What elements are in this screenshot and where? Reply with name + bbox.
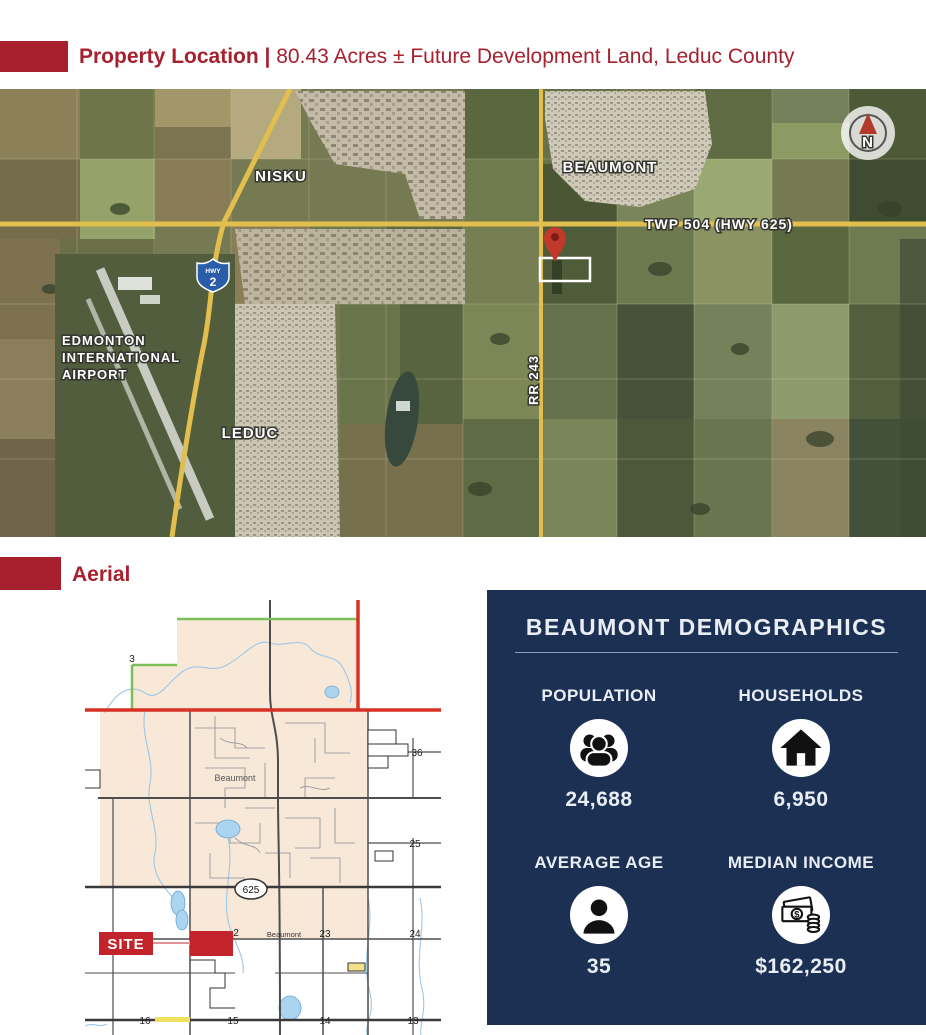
section-23: 23	[319, 929, 331, 940]
site-label: SITE	[107, 936, 145, 953]
money-icon	[772, 886, 830, 944]
hwy-shield-number: 2	[209, 275, 217, 289]
stat-average-age-label: AVERAGE AGE	[534, 853, 664, 872]
people-group-icon	[570, 719, 628, 777]
header-accent-bar	[0, 41, 68, 72]
hwy-shield-text: HWY	[205, 268, 221, 275]
person-icon	[570, 886, 628, 944]
demographics-title: BEAUMONT DEMOGRAPHICS	[525, 614, 888, 640]
location-satellite-map	[0, 89, 926, 537]
svg-text:$: $	[794, 909, 800, 920]
site-parcel	[190, 931, 233, 956]
plat-town-label: Beaumont	[214, 773, 256, 783]
yellow-road-strip	[155, 1017, 190, 1022]
label-rr-road: RR 243	[526, 354, 541, 406]
stat-median-income-label: MEDIAN INCOME	[727, 853, 875, 872]
label-leduc: LEDUC	[221, 425, 279, 442]
page-title-bold: Property Location |	[79, 45, 277, 68]
label-beaumont: BEAUMONT	[562, 159, 658, 176]
section-14: 14	[319, 1016, 331, 1027]
demographics-divider	[515, 652, 898, 653]
label-airport-3: AIRPORT	[62, 367, 128, 382]
label-nisku: NISKU	[255, 168, 307, 185]
demographics-panel	[487, 590, 926, 1025]
hwy-625-shield-icon	[235, 879, 267, 899]
compass-icon	[841, 106, 895, 160]
stat-population-value: 24,688	[565, 788, 633, 811]
hwy-625-number: 625	[242, 885, 260, 896]
section-24: 24	[409, 929, 421, 940]
stat-median-income-value: $162,250	[755, 955, 847, 978]
house-icon	[772, 719, 830, 777]
section-15: 15	[227, 1016, 239, 1027]
stat-population-label: POPULATION	[541, 686, 657, 705]
stat-households-value: 6,950	[773, 788, 829, 811]
page-title	[79, 41, 794, 72]
label-twp-road: TWP 504 (HWY 625)	[645, 216, 793, 232]
stat-households-label: HOUSEHOLDS	[738, 686, 864, 705]
label-airport-2: INTERNATIONAL	[62, 350, 181, 365]
stat-median-income	[701, 853, 901, 979]
section-2: 2	[233, 928, 239, 939]
stat-households	[701, 686, 901, 812]
plat-town-label-small: Beaumont	[266, 930, 302, 939]
label-airport-1: EDMONTON	[62, 333, 146, 348]
section-3: 3	[129, 654, 135, 665]
section-36: 36	[411, 748, 423, 759]
aerial-plat-map	[85, 598, 441, 1035]
section-16: 16	[139, 1016, 151, 1027]
stat-average-age	[499, 853, 699, 979]
compass-north-label: N	[862, 134, 874, 151]
stat-population	[499, 686, 699, 812]
stat-average-age-value: 35	[586, 955, 612, 978]
aerial-accent-bar	[0, 557, 61, 590]
page-title-rest: 80.43 Acres ± Future Development Land, Leduc County	[276, 45, 795, 68]
section-13: 13	[407, 1016, 419, 1027]
aerial-section-title: Aerial	[72, 563, 131, 586]
airport-area	[55, 254, 235, 537]
section-25: 25	[409, 839, 421, 850]
